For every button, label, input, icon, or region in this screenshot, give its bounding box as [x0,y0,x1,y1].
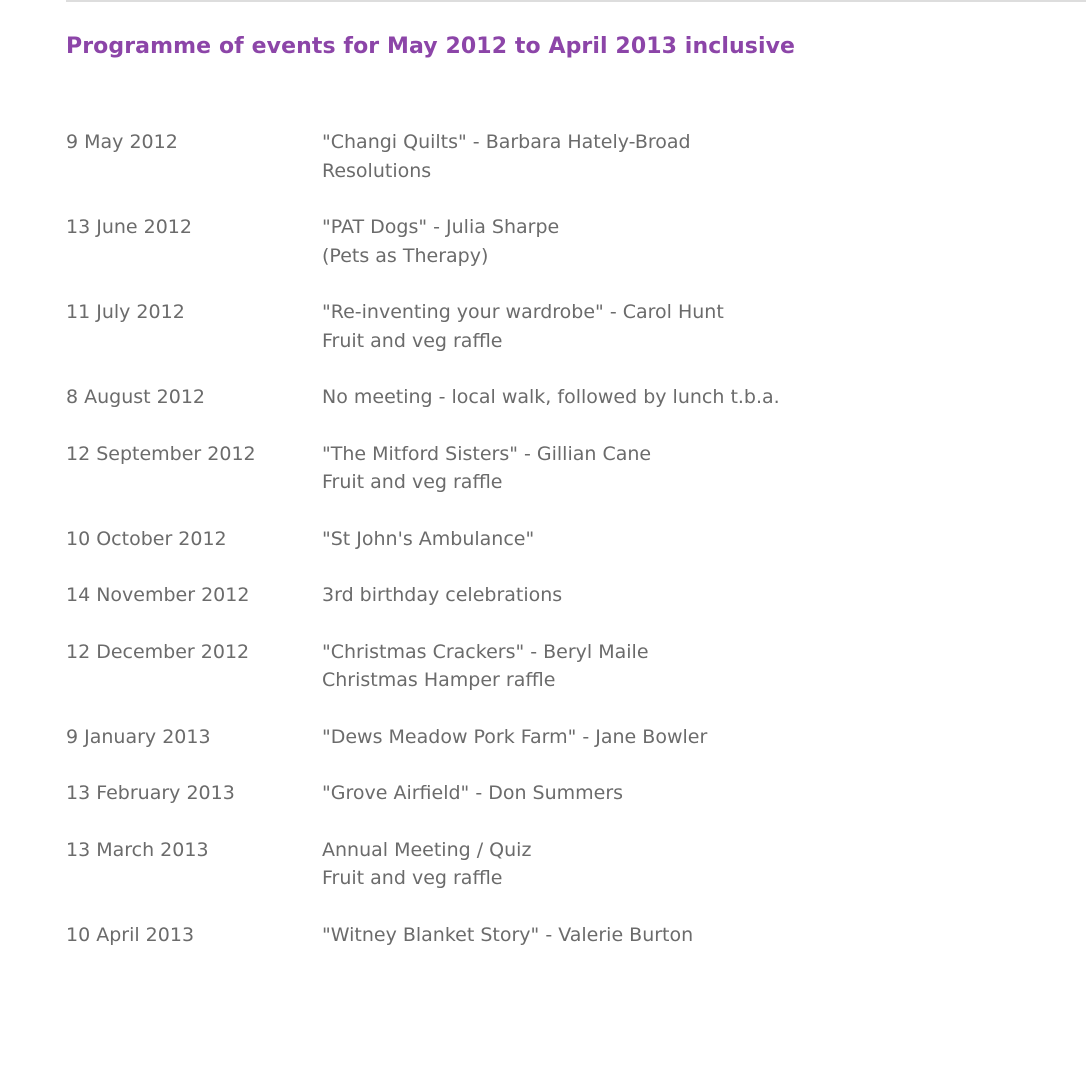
page-title: Programme of events for May 2012 to April 2013 inclusive [66,34,796,59]
event-row [66,525,1026,554]
event-date: 13 June 2012 [66,216,192,238]
event-date: 9 January 2013 [66,725,211,748]
event-note: Fruit and veg raffle [322,329,503,352]
event-title: "PAT Dogs" - Julia Sharpe [322,216,560,238]
top-divider [66,0,1086,2]
event-date: 13 February 2013 [66,782,235,804]
event-description [322,836,1026,893]
event-title: No meeting - local walk, followed by lunch t.b.a. [322,386,780,408]
event-description [322,723,1026,752]
event-description [322,779,1026,808]
event-row [66,779,1026,808]
event-row [66,128,1026,185]
event-title: 3rd birthday celebrations [322,584,563,606]
event-date: 12 September 2012 [66,442,256,465]
event-row [66,440,1026,497]
event-row [66,638,1026,695]
event-note: (Pets as Therapy) [322,244,489,267]
event-title: "Changi Quilts" - Barbara Hately-Broad [322,131,691,153]
event-date: 14 November 2012 [66,584,250,606]
event-description [322,128,1026,185]
event-description [322,525,1026,554]
event-title: "Grove Airfield" - Don Summers [322,782,624,804]
event-note: Fruit and veg raffle [322,471,503,493]
event-title: "Re-inventing your wardrobe" - Carol Hunt [322,301,724,323]
event-title: Annual Meeting / Quiz [322,838,532,861]
event-description [322,581,1026,610]
event-note: Christmas Hamper raffle [322,669,556,691]
event-date: 12 December 2012 [66,640,250,663]
event-title: "Witney Blanket Story" - Valerie Burton [322,923,694,946]
event-note: Fruit and veg raffle [322,867,503,889]
event-date: 10 October 2012 [66,527,227,550]
event-date: 11 July 2012 [66,301,185,323]
event-row [66,213,1026,270]
event-description [322,638,1026,695]
event-note: Resolutions [322,159,432,182]
event-description [322,298,1026,355]
event-row [66,298,1026,355]
event-description [322,213,1026,270]
event-date: 9 May 2012 [66,131,178,153]
event-row [66,723,1026,752]
event-row [66,383,1026,412]
event-row [66,581,1026,610]
event-description [322,440,1026,497]
event-title: "St John's Ambulance" [322,527,535,550]
event-date: 13 March 2013 [66,838,209,861]
event-date: 10 April 2013 [66,923,195,946]
event-title: "Christmas Crackers" - Beryl Maile [322,640,649,663]
event-row [66,836,1026,893]
event-description [322,921,1026,950]
event-description [322,383,1026,412]
event-title: "The Mitford Sisters" - Gillian Cane [322,442,652,465]
event-date: 8 August 2012 [66,386,206,408]
events-list [66,128,1026,977]
event-row [66,921,1026,950]
event-title: "Dews Meadow Pork Farm" - Jane Bowler [322,725,708,748]
